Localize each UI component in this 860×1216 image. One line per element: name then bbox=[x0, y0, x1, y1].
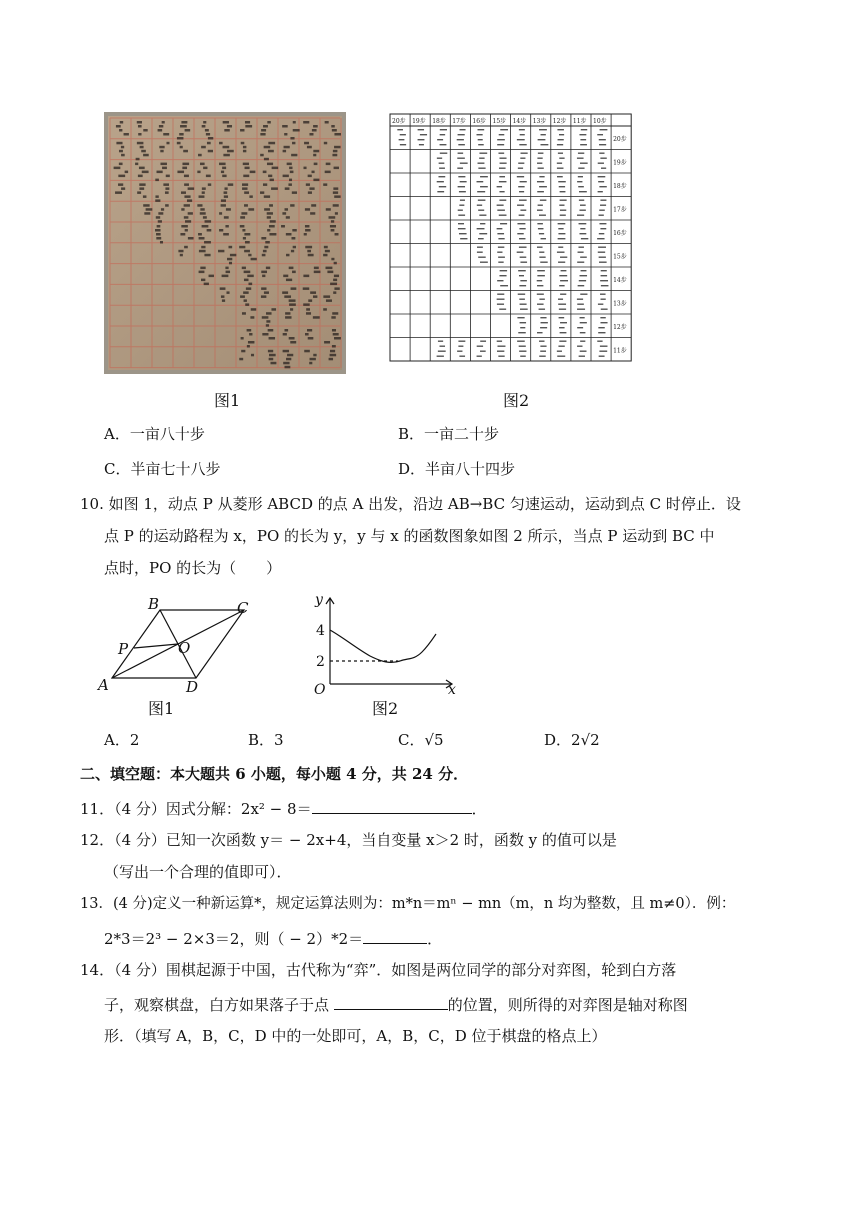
rhombus-diagram bbox=[94, 596, 264, 716]
q10-figure-2 bbox=[304, 590, 464, 696]
option-text: 半亩七十八步 bbox=[130, 460, 221, 478]
table-header-cell: 10步 bbox=[593, 118, 607, 125]
option-letter: B． bbox=[248, 731, 275, 749]
q14-answer-blank[interactable] bbox=[334, 993, 448, 1010]
q9-option-b[interactable] bbox=[398, 424, 499, 444]
option-letter: A． bbox=[104, 425, 130, 443]
table-header-cell: 13步 bbox=[532, 118, 547, 125]
q9-option-c[interactable] bbox=[104, 459, 221, 479]
function-graph bbox=[304, 590, 464, 696]
curve-y-of-x bbox=[330, 630, 436, 662]
option-text: √5 bbox=[424, 731, 444, 749]
q12-line1: 12．（4 分）已知一次函数 y＝ − 2x+4，当自变量 x＞2 时，函数 y 的值可以是 bbox=[80, 831, 617, 849]
option-text: 3 bbox=[274, 731, 284, 749]
q11-prefix: 11．（4 分）因式分解：2x² − 8＝ bbox=[80, 800, 312, 818]
table-row-label: 12步 bbox=[613, 323, 627, 331]
q14-suffix: 的位置，则所得的对弈图是轴对称图 bbox=[447, 996, 688, 1014]
q10-fig1-caption: 图1 bbox=[148, 699, 175, 718]
option-letter: C． bbox=[104, 460, 131, 478]
option-letter: B． bbox=[398, 425, 425, 443]
x-axis-label: x bbox=[448, 682, 456, 696]
q9-figure-1 bbox=[104, 112, 346, 374]
tick-4-label: 4 bbox=[316, 623, 325, 639]
tick-2-label: 2 bbox=[316, 654, 325, 670]
option-text: 2 bbox=[129, 731, 140, 749]
option-text: 半亩八十四步 bbox=[425, 460, 516, 478]
option-letter: D． bbox=[398, 460, 426, 478]
q13-suffix: ． bbox=[427, 930, 443, 948]
q14-line3: 形．（填写 A，B，C，D 中的一处即可，A，B，C，D 位于棋盘的格点上） bbox=[104, 1027, 607, 1045]
q13-line2 bbox=[104, 927, 442, 949]
table-header-cell: 11步 bbox=[572, 118, 587, 125]
label-p: P bbox=[118, 640, 129, 658]
table-row-label: 19步 bbox=[613, 159, 627, 167]
table-header-cell: 20步 bbox=[392, 118, 406, 125]
table-row-label: 13步 bbox=[613, 300, 627, 308]
step-table-grid bbox=[388, 112, 632, 376]
table-row-label: 15步 bbox=[613, 253, 627, 261]
q12-line2: （写出一个合理的值即可）． bbox=[104, 863, 292, 881]
q10-option-c[interactable] bbox=[398, 730, 444, 750]
section-heading: 二、填空题：本大题共 6 小题，每小题 4 分，共 24 分． bbox=[80, 765, 469, 783]
q13-line1: 13．(4 分)定义一种新运算*，规定运算法则为：m*n＝mⁿ − mn（m，n 均为整数，且 m≠0）．例： bbox=[80, 896, 736, 912]
q10-option-a[interactable] bbox=[104, 730, 139, 750]
q10-fig2-caption: 图2 bbox=[372, 699, 399, 718]
label-a: A bbox=[98, 676, 109, 694]
q10-figure-1 bbox=[94, 596, 264, 716]
table-row-label: 18步 bbox=[613, 182, 627, 190]
option-letter: D． bbox=[544, 731, 572, 749]
q11 bbox=[80, 797, 487, 819]
label-c: C bbox=[237, 599, 249, 617]
label-b: B bbox=[148, 596, 160, 613]
q11-suffix: ． bbox=[471, 800, 487, 818]
label-o: O bbox=[178, 639, 191, 657]
q14-line1: 14．（4 分）围棋起源于中国，古代称为“弈”．如图是两位同学的部分对弈图，轮到白方落 bbox=[80, 961, 677, 979]
table-row-label: 20步 bbox=[613, 135, 627, 143]
option-letter: A． bbox=[104, 731, 130, 749]
q10-stem-line3: 点时，PO 的长为（ ） bbox=[104, 559, 282, 577]
label-d: D bbox=[186, 678, 199, 696]
origin-label: O bbox=[314, 682, 326, 696]
table-row-label: 16步 bbox=[613, 229, 627, 237]
q9-option-a[interactable] bbox=[104, 424, 205, 444]
ancient-document-image bbox=[104, 112, 346, 374]
option-text: 2√2 bbox=[571, 731, 600, 749]
option-text: 一亩二十步 bbox=[424, 425, 500, 443]
q9-fig2-caption: 图2 bbox=[503, 391, 530, 410]
q11-answer-blank[interactable] bbox=[312, 797, 472, 814]
table-header-cell: 16步 bbox=[472, 118, 487, 125]
q14-prefix: 子，观察棋盘，白方如果落子于点 bbox=[104, 996, 334, 1014]
table-row-label: 14步 bbox=[613, 276, 627, 284]
table-header-cell: 19步 bbox=[412, 118, 426, 125]
q10-stem-line1: 10. 如图 1，动点 P 从菱形 ABCD 的点 A 出发，沿边 AB→BC 匀速运动，运动到点 C 时停止．设 bbox=[80, 495, 741, 513]
q9-figure-2 bbox=[388, 112, 632, 376]
option-letter: C． bbox=[398, 731, 425, 749]
q10-stem-line2: 点 P 的运动路程为 x，PO 的长为 y，y 与 x 的函数图象如图 2 所示，当点 P 运动到 BC 中 bbox=[104, 527, 715, 545]
table-header-cell: 12步 bbox=[552, 118, 567, 125]
table-header-cell: 17步 bbox=[452, 118, 466, 125]
q10-option-b[interactable] bbox=[248, 730, 284, 750]
q9-option-d[interactable] bbox=[398, 459, 515, 479]
y-axis-label: y bbox=[315, 592, 323, 608]
table-header-cell: 15步 bbox=[492, 118, 507, 125]
table-header-cell: 18步 bbox=[432, 118, 446, 125]
table-header-cell: 14步 bbox=[512, 118, 527, 125]
q14-line2 bbox=[104, 993, 688, 1015]
table-row-label: 11步 bbox=[613, 347, 627, 355]
q9-fig1-caption: 图1 bbox=[214, 391, 241, 410]
table-row-label: 17步 bbox=[613, 206, 627, 214]
q10-option-d[interactable] bbox=[544, 730, 600, 750]
option-text: 一亩八十步 bbox=[129, 425, 205, 443]
q13-prefix: 2*3＝2³ − 2×3＝2，则（ − 2）*2＝ bbox=[104, 930, 364, 948]
q13-answer-blank[interactable] bbox=[363, 927, 427, 944]
